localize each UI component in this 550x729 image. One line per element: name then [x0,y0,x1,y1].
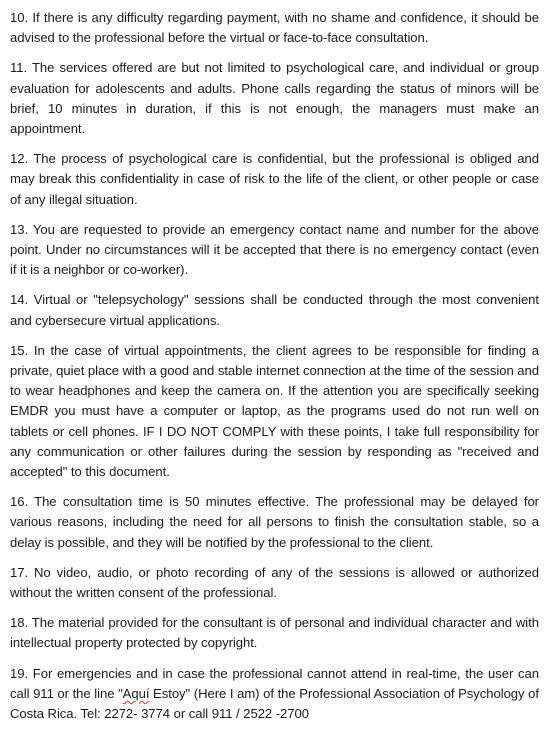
paragraph-12: 12. The process of psychological care is confidential, but the professional is obliged and may break this confidentiality in case of risk to the life of the client, or other people or case of any illegal situation. [10,151,539,207]
paragraph-11: 11. The services offered are but not limited to psychological care, and individual or group evaluation for adolescents and adults. Phone calls regarding the status of minors will be brief, 10 minutes in duration, if this is not enough, the managers must make an appointment. [10,60,539,137]
paragraph-15: 15. In the case of virtual appointments, the client agrees to be responsible for finding a private, quiet place with a good and stable internet connection at the time of the session and to wear headphones and keep the camera on. If the attention you are specifically seeking EMDR you must have a computer or laptop, as the programs used do not run well on tablets or cell phones. IF I DO NOT COMPLY with these points, I take full responsibility for any communication or other failures during the session by responding as "received and accepted" to this document. [10,342,539,480]
paragraph-13: 13. You are requested to provide an emergency contact name and number for the above point. Under no circumstances will it be accepted that there is no emergency contact (even if it is a neighbor or co-worker). [10,221,539,278]
paragraph-19-text-before: 19. For emergencies and in case the professional cannot attend in real-time, the user can call 911 or the line " [10,665,539,701]
paragraph-17: 17. No video, audio, or photo recording of any of the sessions is allowed or authorized without the written consent of the professional. [10,564,539,601]
paragraph-16: 16. The consultation time is 50 minutes effective. The professional may be delayed for various reasons, including the need for all persons to finish the consultation stable, so a delay is possible, and they will be notified by the professional to the client. [10,494,539,550]
spellcheck-flagged-word: Aquí [122,685,150,701]
paragraph-19 [10,664,539,725]
paragraph-18: 18. The material provided for the consultant is of personal and individual character and with intellectual property protected by copyright. [10,615,539,651]
paragraph-10: 10. If there is any difficulty regarding payment, with no shame and confidence, it should be advised to the professional before the virtual or face-to-face consultation. [10,10,539,46]
paragraph-19-text-after: Estoy" (Here I am) of the Professional Association of Psychology of Costa Rica. Tel: 2272- 3774 or call 911 / 2522 -2700 [10,685,539,722]
paragraph-14: 14. Virtual or "telepsychology" sessions shall be conducted through the most convenient and cybersecure virtual applications. [10,292,539,328]
